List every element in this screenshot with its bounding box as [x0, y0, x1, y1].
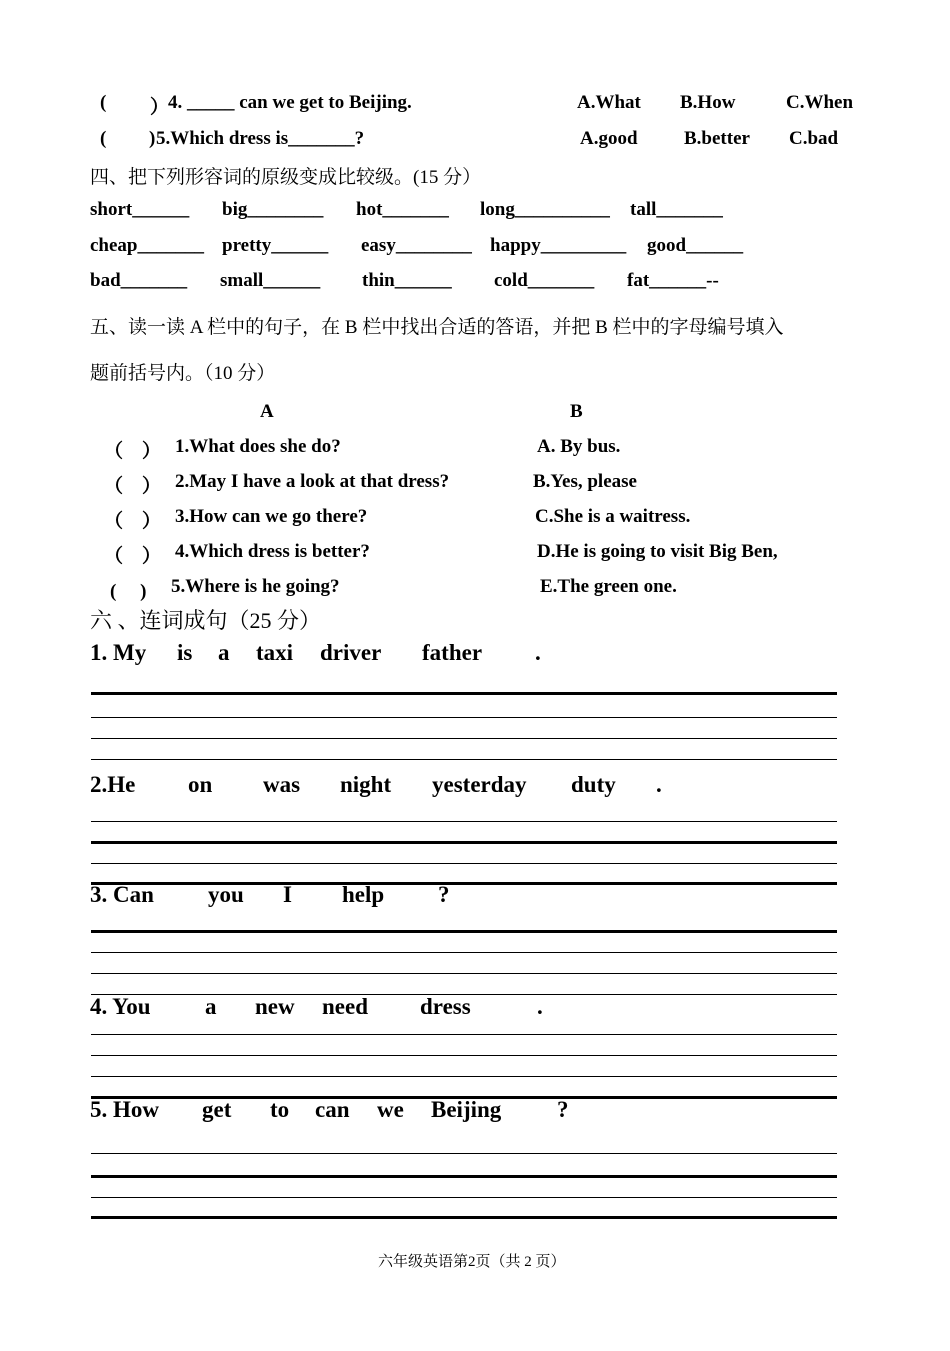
match-answer: E.The green one. — [540, 576, 677, 597]
option-b: B.better — [684, 128, 750, 149]
adjective-blank[interactable]: fat______-- — [627, 270, 719, 291]
writing-line[interactable] — [91, 863, 837, 864]
writing-line[interactable] — [91, 759, 837, 760]
word: 3. Can — [90, 882, 154, 907]
word: we — [377, 1097, 404, 1122]
word: . — [656, 772, 662, 797]
word: need — [322, 994, 368, 1019]
word: a — [205, 994, 217, 1019]
word: night — [340, 772, 392, 797]
adjective-blank[interactable]: easy________ — [361, 235, 472, 256]
word: Beijing — [431, 1097, 502, 1122]
word: was — [263, 772, 301, 797]
writing-line[interactable] — [91, 1034, 837, 1035]
adjective-blank[interactable]: small______ — [220, 270, 321, 291]
section6-title: 六 、连词成句（25 分） — [90, 608, 322, 633]
match-question: 2.May I have a look at that dress? — [175, 471, 450, 492]
writing-line[interactable] — [91, 882, 837, 885]
adjective-blank[interactable]: short______ — [90, 199, 190, 220]
writing-line[interactable] — [91, 952, 837, 953]
writing-line[interactable] — [91, 692, 837, 695]
word: new — [255, 994, 295, 1019]
writing-line[interactable] — [91, 930, 837, 933]
word: driver — [320, 640, 382, 665]
writing-line[interactable] — [91, 1175, 837, 1178]
writing-line[interactable] — [91, 1055, 837, 1056]
word: dress — [420, 994, 471, 1019]
writing-line[interactable] — [91, 821, 837, 822]
word: 5. How — [90, 1097, 159, 1122]
writing-line[interactable] — [91, 1216, 837, 1219]
option-a: A.What — [577, 92, 641, 113]
match-question: 4.Which dress is better? — [175, 541, 370, 562]
answer-paren-close: ) — [149, 128, 156, 149]
answer-paren[interactable]: （ ） — [104, 441, 162, 462]
adjective-blank[interactable]: pretty______ — [222, 235, 329, 256]
writing-line[interactable] — [91, 717, 837, 718]
word: I — [283, 882, 292, 907]
section4-title: 四、把下列形容词的原级变成比较级。(15 分） — [90, 167, 482, 188]
match-question: 1.What does she do? — [175, 436, 341, 457]
answer-paren[interactable]: （ ） — [104, 476, 162, 497]
adjective-blank[interactable]: thin______ — [362, 270, 452, 291]
writing-line[interactable] — [91, 738, 837, 739]
column-b-header: B — [570, 401, 583, 422]
word: . — [535, 640, 541, 665]
page-footer: 六年级英语第2页（共 2 页） — [378, 1254, 566, 1270]
word: on — [188, 772, 213, 797]
adjective-blank[interactable]: bad_______ — [90, 270, 188, 291]
match-question: 5.Where is he going? — [171, 576, 340, 597]
section5-title-cont: 题前括号内。（10 分） — [90, 363, 276, 384]
adjective-blank[interactable]: cold_______ — [494, 270, 595, 291]
answer-paren[interactable]: （ ） — [104, 511, 162, 532]
word: a — [218, 640, 230, 665]
option-b: B.How — [680, 92, 736, 113]
option-c: C.bad — [789, 128, 839, 149]
word: . — [537, 994, 543, 1019]
answer-paren[interactable]: （ ） — [104, 546, 162, 567]
word: yesterday — [432, 772, 527, 797]
adjective-blank[interactable]: cheap_______ — [90, 235, 204, 256]
adjective-blank[interactable]: tall_______ — [630, 199, 723, 220]
word: 2.He — [90, 772, 136, 797]
word: father — [422, 640, 483, 665]
word: can — [315, 1097, 350, 1122]
match-question: 3.How can we go there? — [175, 506, 368, 527]
word: to — [270, 1097, 290, 1122]
answer-paren[interactable]: ( ) — [110, 581, 147, 602]
adjective-blank[interactable]: happy_________ — [490, 235, 627, 256]
question-text: 5.Which dress is_______? — [156, 128, 365, 149]
word: you — [208, 882, 244, 907]
adjective-blank[interactable]: hot_______ — [356, 199, 449, 220]
match-answer: B.Yes, please — [533, 471, 637, 492]
match-answer: D.He is going to visit Big Ben, — [537, 541, 778, 562]
adjective-blank[interactable]: big________ — [222, 199, 324, 220]
word: 1. My — [90, 640, 147, 665]
word: duty — [571, 772, 616, 797]
writing-line[interactable] — [91, 1076, 837, 1077]
match-answer: C.She is a waitress. — [535, 506, 691, 527]
word: ? — [557, 1097, 569, 1122]
answer-paren[interactable]: ( — [100, 128, 107, 149]
section5-title: 五、读一读 A 栏中的句子，在 B 栏中找出合适的答语，并把 B 栏中的字母编号填入 — [90, 317, 784, 338]
word: taxi — [256, 640, 294, 665]
option-c: C.When — [786, 92, 854, 113]
column-a-header: A — [260, 401, 274, 422]
word: ? — [438, 882, 450, 907]
answer-paren[interactable]: ( — [100, 92, 107, 113]
answer-paren-close: ） — [150, 97, 170, 118]
question-text: 4. _____ can we get to Beijing. — [168, 92, 412, 113]
word: help — [342, 882, 385, 907]
adjective-blank[interactable]: long__________ — [480, 199, 610, 220]
option-a: A.good — [580, 128, 638, 149]
match-answer: A. By bus. — [537, 436, 621, 457]
writing-line[interactable] — [91, 973, 837, 974]
word: is — [177, 640, 193, 665]
writing-line[interactable] — [91, 1197, 837, 1198]
adjective-blank[interactable]: good______ — [647, 235, 744, 256]
word: get — [202, 1097, 232, 1122]
writing-line[interactable] — [91, 841, 837, 844]
word: 4. You — [90, 994, 151, 1019]
writing-line[interactable] — [91, 1153, 837, 1154]
